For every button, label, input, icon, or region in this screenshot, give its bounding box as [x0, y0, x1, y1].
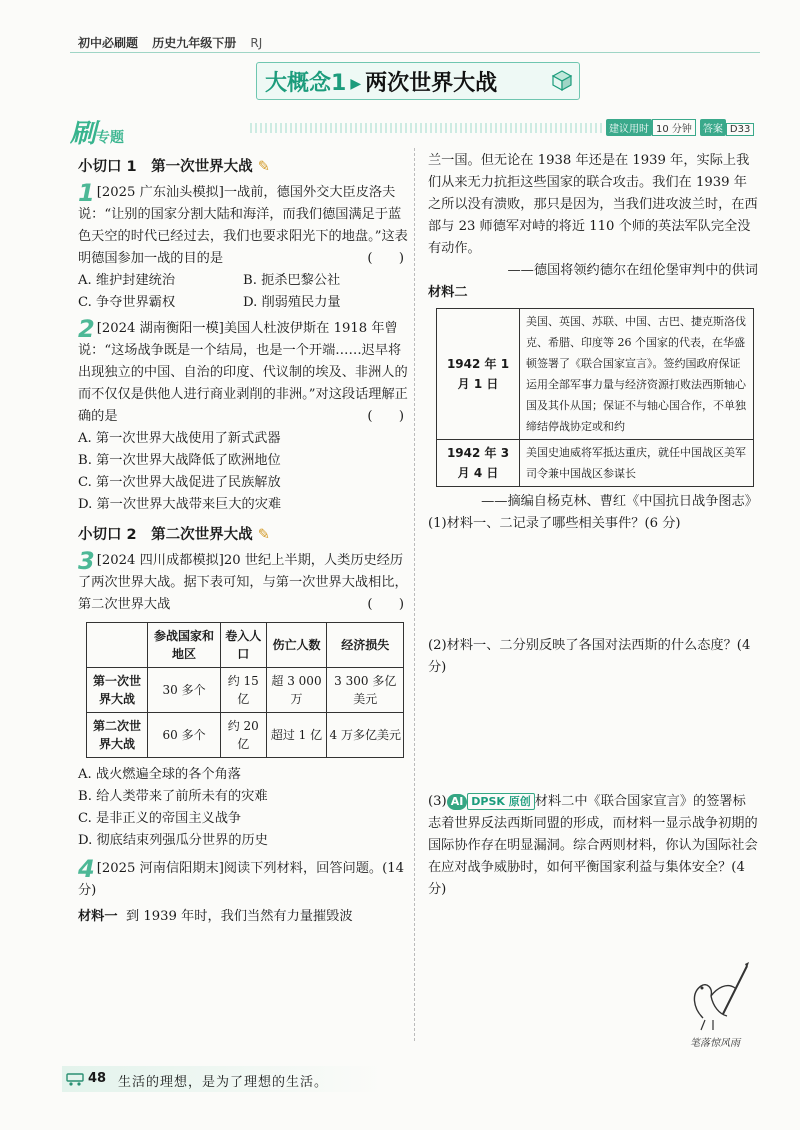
- time-label: 建议用时: [606, 119, 652, 136]
- material-1-source: ——德国将领约德尔在纽伦堡审判中的供词: [507, 263, 758, 278]
- question-source: [2024 四川成都模拟]: [96, 553, 224, 568]
- sub-question-2: (2)材料一、二分别反映了各国对法西斯的什么态度？(4 分): [428, 638, 751, 675]
- question-text: 一战前，德国外交大臣皮洛夫说：“让别的国家分割大陆和海洋，而我们德国满足于蓝色天空的时代已经过去，我们也要求阳光下的地盘。”这表明德国参加一战的目的是: [78, 185, 408, 266]
- cart-icon: [66, 1072, 84, 1086]
- topic-banner: [256, 62, 580, 100]
- question-3: [78, 547, 408, 852]
- pen-icon: ✎: [257, 159, 270, 175]
- question-number: 3: [78, 547, 95, 575]
- question-text: 美国人杜波伊斯在 1918 年曾说：“这场战争既是一个结局，也是一个开端……迟早将出现独立的中国、自治的印度、代议制的埃及、非洲人的而不仅仅是供他人进行商业剥削的非洲。”对这段话理解正确的是: [78, 321, 408, 424]
- banner-title: 两次世界大战: [365, 71, 498, 96]
- table-cell: 30 多个: [148, 668, 221, 713]
- sub-question-1: (1)材料一、二记录了哪些相关事件？(6 分): [428, 516, 681, 531]
- answer-space: [428, 679, 758, 791]
- option-b: B. 给人类带来了前所未有的灾难: [78, 789, 268, 804]
- dpsk-tag: DPSK 原创: [467, 793, 534, 810]
- table-header: [87, 623, 148, 668]
- material-2-source: ——摘编自杨克林、曹红《中国抗日战争图志》: [481, 494, 758, 509]
- table-cell: 第一次世界大战: [87, 668, 148, 713]
- option-d: D. 第一次世界大战带来巨大的灾难: [78, 497, 282, 512]
- table-cell: 60 多个: [148, 713, 221, 758]
- ai-badge: AI: [447, 794, 468, 810]
- subject-name: 历史九年级下册: [152, 36, 237, 50]
- event-desc: 美国史迪威将军抵达重庆，就任中国战区美军司令兼中国战区参谋长: [520, 440, 754, 487]
- pen-icon: ✎: [257, 527, 270, 543]
- table-row: [437, 309, 754, 440]
- table-header: 卷入人口: [221, 623, 266, 668]
- event-desc: 美国、英国、苏联、中国、古巴、捷克斯洛伐克、希腊、印度等 26 个国家的代表，在华盛顿签署了《联合国家宣言》。签约国政府保证运用全部军事力量与经济资源打败法西斯轴心国及其仆从国；保证不与轴心国合作，不单独缔结停战协定或和约: [520, 309, 754, 440]
- question-source: [2024 湖南衡阳一模]: [96, 321, 224, 336]
- sub-question-3: (3) AI DPSK 原创 材料二中《联合国家宣言》的签署标志着世界反法西斯同盟的形成，而材料一显示战争初期的国际协作存在明显漏洞。综合两则材料，你认为国际社会在应对战争威胁时，如何平衡国家利益与集体安全？(4 分): [428, 794, 758, 897]
- banner-label: 大概念: [265, 71, 332, 96]
- banner-number: 1: [331, 71, 347, 96]
- option-a: A. 维护封建统治: [78, 273, 176, 288]
- brand-char: 刷: [70, 119, 97, 149]
- table-row: [437, 440, 754, 487]
- header-rule: [70, 52, 760, 53]
- cube-icon: [551, 69, 573, 91]
- material-1-label: 材料一: [78, 909, 118, 924]
- table-cell: 约 15 亿: [221, 668, 266, 713]
- answer-label: 答案: [700, 119, 726, 136]
- question-2: [78, 315, 408, 516]
- answer-space: [428, 535, 758, 635]
- table-cell: 约 20 亿: [221, 713, 266, 758]
- column-divider: [414, 148, 415, 1041]
- table-cell: 超 3 000 万: [266, 668, 327, 713]
- brand-label: [70, 113, 124, 150]
- question-number: 2: [78, 315, 95, 343]
- triangle-icon: ▶: [350, 76, 362, 92]
- option-c: C. 争夺世界霸权: [78, 295, 176, 310]
- answer-bracket: ( ): [367, 597, 404, 612]
- option-c: C. 是非正义的帝国主义战争: [78, 811, 242, 826]
- material-1-text-start: 到 1939 年时，我们当然有力量摧毁波: [125, 909, 353, 924]
- option-b: B. 第一次世界大战降低了欧洲地位: [78, 453, 281, 468]
- table-header: 伤亡人数: [266, 623, 327, 668]
- question-number: 4: [78, 855, 95, 883]
- right-column: [428, 150, 758, 901]
- bird-pen-doodle-icon: [683, 958, 753, 1038]
- running-header: [78, 34, 272, 51]
- table-cell: 4 万多亿美元: [327, 713, 404, 758]
- war-comparison-table: [86, 622, 404, 758]
- left-column: [78, 150, 408, 928]
- table-row: [87, 668, 404, 713]
- series-name: 初中必刷题: [78, 36, 139, 50]
- table-cell: 第二次世界大战: [87, 713, 148, 758]
- question-4: [78, 855, 408, 928]
- question-source: [2025 广东汕头模拟]: [96, 185, 224, 200]
- material-2-table: [436, 308, 754, 487]
- question-text: 20 世纪上半期，人类历史经历了两次世界大战。据下表可知，与第一次世界大战相比，第二次世界大战: [78, 553, 408, 612]
- time-value: 10 分钟: [652, 119, 696, 136]
- option-a: A. 第一次世界大战使用了新式武器: [78, 431, 281, 446]
- material-1-text-cont: 兰一国。但无论在 1938 年还是在 1939 年，实际上我们从来无力抗拒这些国家的联合攻击。我们在 1939 年之所以没有溃败，那只是因为，当我们进攻波兰时，在西部与 23 师德军对峙的将近 110 个师的英法军队完全没有动作。: [428, 153, 758, 256]
- option-b: B. 扼杀巴黎公社: [243, 273, 341, 288]
- doodle-signature: 笔落惊风雨: [690, 1038, 740, 1049]
- edition-label: RJ: [250, 36, 263, 50]
- option-d: D. 削弱殖民力量: [243, 295, 341, 310]
- event-date: 1942 年 3 月 4 日: [437, 440, 520, 487]
- decorative-stripe: [250, 123, 602, 133]
- timing-box: [606, 119, 758, 136]
- answer-bracket: ( ): [367, 409, 404, 424]
- table-header: 经济损失: [327, 623, 404, 668]
- answer-bracket: ( ): [367, 251, 404, 266]
- option-a: A. 战火燃遍全球的各个角落: [78, 767, 241, 782]
- question-1: [78, 179, 408, 314]
- section-heading: 小切口 2 第二次世界大战 ✎: [78, 527, 270, 543]
- table-cell: 超过 1 亿: [266, 713, 327, 758]
- footer-motto: 生活的理想，是为了理想的生活。: [118, 1075, 329, 1090]
- option-d: D. 彻底结束列强瓜分世界的历史: [78, 833, 268, 848]
- question-source: [2025 河南信阳期末]: [96, 861, 224, 876]
- question-text: 阅读下列材料，回答问题。(14 分): [78, 861, 405, 898]
- table-row: [87, 713, 404, 758]
- section-heading: 小切口 1 第一次世界大战 ✎: [78, 159, 270, 175]
- event-date: 1942 年 1 月 1 日: [437, 309, 520, 440]
- question-number: 1: [78, 179, 95, 207]
- table-header: 参战国家和地区: [148, 623, 221, 668]
- page-footer: [0, 1066, 800, 1092]
- material-2-label: 材料二: [428, 285, 468, 300]
- answer-page: D33: [726, 123, 754, 136]
- option-c: C. 第一次世界大战促进了民族解放: [78, 475, 281, 490]
- brand-sub: 专题: [96, 130, 125, 146]
- page-number: 48: [88, 1071, 107, 1086]
- table-cell: 3 300 多亿美元: [327, 668, 404, 713]
